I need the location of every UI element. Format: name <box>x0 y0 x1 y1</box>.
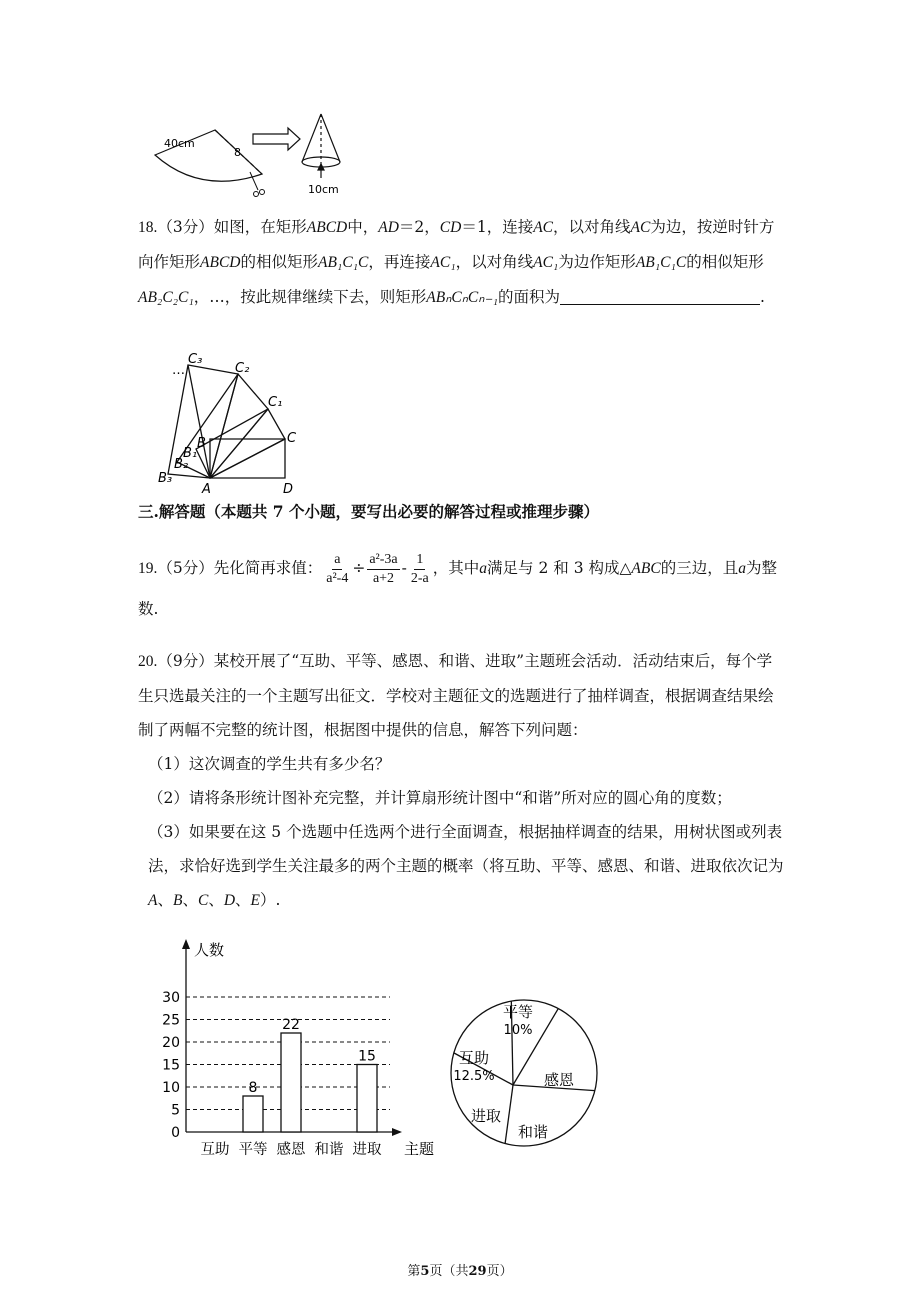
q20-text: （3）如果要在这 5 个选题中任选两个进行全面调查，根据抽样调查的结果，用树状图或列表法，求恰好选到学生关注最多的两个主题的概率（将互助、平等、感恩、和谐、进取依次记为 <box>148 823 784 875</box>
q18-text: 为边，按逆时针方向作矩形 <box>138 218 775 271</box>
page-total: 29 <box>468 1264 487 1279</box>
label-B1: B₁ <box>183 446 198 461</box>
data-label: 8 <box>248 1080 258 1096</box>
q20-sub3 <box>138 815 786 918</box>
sep: 、 <box>235 891 251 909</box>
q18-text: ，以对角线 <box>455 253 534 271</box>
bar-chart <box>150 935 450 1170</box>
math-var: AC₁ <box>533 254 559 271</box>
y-tick-label: 5 <box>171 1102 180 1119</box>
q19-text: 的三边，且 <box>660 559 739 577</box>
pie-slice-label: 平等 <box>502 1003 534 1021</box>
pie-slice-label: 和谐 <box>517 1123 549 1141</box>
math-var: ABCD <box>200 254 241 271</box>
math-var: a <box>738 560 746 577</box>
label-C3: C₃ <box>188 352 203 367</box>
q18-text: 如图，在矩形 <box>213 218 307 236</box>
bar <box>357 1065 377 1133</box>
question-19 <box>138 548 786 629</box>
q18-text: . <box>760 288 765 306</box>
answer-blank[interactable] <box>560 286 760 305</box>
label-8: 8 <box>234 146 241 159</box>
page-footer <box>0 1260 920 1279</box>
page-number: 5 <box>420 1264 430 1279</box>
footer-text: 第 <box>407 1264 421 1279</box>
question-score: （9分） <box>157 652 214 670</box>
x-axis-arrow <box>392 1128 402 1136</box>
x-axis-label: 主题 <box>404 1140 435 1158</box>
operator: - <box>401 559 407 577</box>
similar-rectangles-figure <box>150 352 320 497</box>
math-var: ABC <box>631 560 661 577</box>
label-C2: C₂ <box>235 361 250 376</box>
sep: 、 <box>182 891 198 909</box>
math-var: B <box>172 892 183 909</box>
math-var: AC <box>533 219 554 236</box>
q20-sub1: （1）这次调查的学生共有多少名？ <box>148 755 391 773</box>
question-18 <box>138 210 786 315</box>
question-score: （5分） <box>157 559 214 577</box>
q19-text: 先化简再求值： <box>213 559 323 577</box>
math-var: AB₂C₂C₁ <box>138 289 194 306</box>
fraction <box>367 551 399 588</box>
q20-stem <box>138 644 786 747</box>
q18-text: 中， <box>347 218 379 236</box>
diagonal-AC <box>210 439 285 478</box>
math-var: a <box>479 560 488 577</box>
question-score: （3分） <box>157 218 214 236</box>
question-20 <box>138 644 786 918</box>
q18-text: ，再连接 <box>368 253 431 271</box>
data-label: 15 <box>358 1048 376 1065</box>
section-heading: 三.解答题（本题共 7 个小题，要写出必要的解答过程或推理步骤） <box>138 502 599 521</box>
data-label: 22 <box>282 1017 300 1033</box>
label-dots: … <box>172 363 185 378</box>
x-tick-label: 感恩 <box>276 1142 306 1158</box>
math-var: D <box>223 892 236 909</box>
y-tick-label: 20 <box>162 1035 180 1051</box>
math-var: AB₁C₁C <box>318 254 369 271</box>
q19-text: 满足与 2 和 3 构成△ <box>487 559 632 577</box>
q19-text: 为整数. <box>138 559 777 618</box>
label-B2: B₂ <box>174 457 189 472</box>
y-axis-label: 人数 <box>194 941 225 959</box>
x-tick-label: 和谐 <box>314 1142 344 1158</box>
question-number: 20. <box>138 653 158 670</box>
numerator: a²-3a <box>367 551 399 570</box>
x-tick-label: 互助 <box>200 1142 230 1158</box>
numerator: 1 <box>414 551 425 570</box>
q18-text: ＝2， <box>398 218 440 236</box>
question-number: 18. <box>138 219 158 236</box>
y-tick-label: 0 <box>171 1125 180 1141</box>
label-A: A <box>202 482 211 497</box>
y-tick-label: 10 <box>162 1080 180 1096</box>
pie-percent-label: 12.5% <box>453 1069 495 1084</box>
math-var: AD <box>378 219 399 236</box>
q18-text: 的相似矩形 <box>240 253 318 271</box>
q20-text: 某校开展了“互助、平等、感恩、和谐、进取”主题班会活动．活动结束后，每个学生只选最关注的一个主题写出征文．学校对主题征文的选题进行了抽样调查，根据调查结果绘制了两幅不完整的统计图，根据图中提供的信息，解答下列问题： <box>138 652 774 739</box>
q18-text: ，…，按此规律继续下去，则矩形 <box>193 288 427 306</box>
label-C: C <box>287 431 297 446</box>
math-var: AC₁ <box>430 254 456 271</box>
q19-text: ，其中 <box>432 559 480 577</box>
arrow-right-icon <box>253 128 300 150</box>
pie-slice-label: 进取 <box>470 1107 502 1125</box>
numerator: a <box>332 551 342 570</box>
fraction <box>409 551 431 588</box>
fraction <box>324 551 350 588</box>
denominator: a+2 <box>372 570 395 586</box>
q20-text: ）. <box>260 891 281 909</box>
math-var: AB₁C₁C <box>635 254 687 271</box>
y-tick-label: 25 <box>162 1012 180 1029</box>
pie-chart <box>448 985 608 1160</box>
q18-text: 为边作矩形 <box>558 253 636 271</box>
label-D: D <box>283 482 294 497</box>
q18-text: ＝1，连接 <box>461 218 534 236</box>
denominator: a²-4 <box>326 570 349 586</box>
sep: 、 <box>157 891 173 909</box>
math-var: AC <box>630 219 651 236</box>
label-10cm: 10cm <box>308 183 339 196</box>
denominator: 2-a <box>410 570 429 586</box>
bar <box>243 1096 263 1132</box>
math-var: A <box>148 892 158 909</box>
diagonal-AC2 <box>210 374 238 478</box>
pie-slice-label: 感恩 <box>543 1071 575 1089</box>
bar <box>281 1033 301 1132</box>
math-var: C <box>197 892 209 909</box>
y-tick-label: 15 <box>162 1057 180 1074</box>
math-var: E <box>250 892 261 909</box>
cone-shape <box>302 114 340 178</box>
y-tick-label: 30 <box>162 990 180 1006</box>
label-40cm: 40cm <box>164 137 195 150</box>
math-var: ABCD <box>306 219 348 236</box>
q18-text: 的相似矩形 <box>686 253 764 271</box>
x-tick-label: 进取 <box>352 1142 382 1158</box>
q18-text: ，以对角线 <box>553 218 631 236</box>
pie-percent-label: 10% <box>503 1023 533 1038</box>
q20-sub2: （2）请将条形统计图补充完整，并计算扇形统计图中“和谐”所对应的圆心角的度数； <box>148 789 732 807</box>
q18-text: 的面积为 <box>498 288 561 306</box>
footer-text: 页（共 <box>429 1264 469 1279</box>
footer-text: 页） <box>486 1264 513 1279</box>
label-B3: B₃ <box>158 471 173 486</box>
y-axis-arrow <box>182 939 190 949</box>
math-var: ABₙCₙCₙ₋₁ <box>426 289 499 306</box>
diagonal-AC3 <box>188 365 210 478</box>
label-C1: C₁ <box>268 395 283 410</box>
x-tick-label: 平等 <box>238 1142 268 1158</box>
sep: 、 <box>208 891 224 909</box>
operator: ÷ <box>352 559 366 577</box>
math-var: CD <box>439 219 462 236</box>
label-B: B <box>197 436 206 451</box>
question-number: 19. <box>138 560 158 577</box>
pie-slice-label: 互助 <box>458 1049 490 1067</box>
sector-cone-figure <box>150 110 380 200</box>
